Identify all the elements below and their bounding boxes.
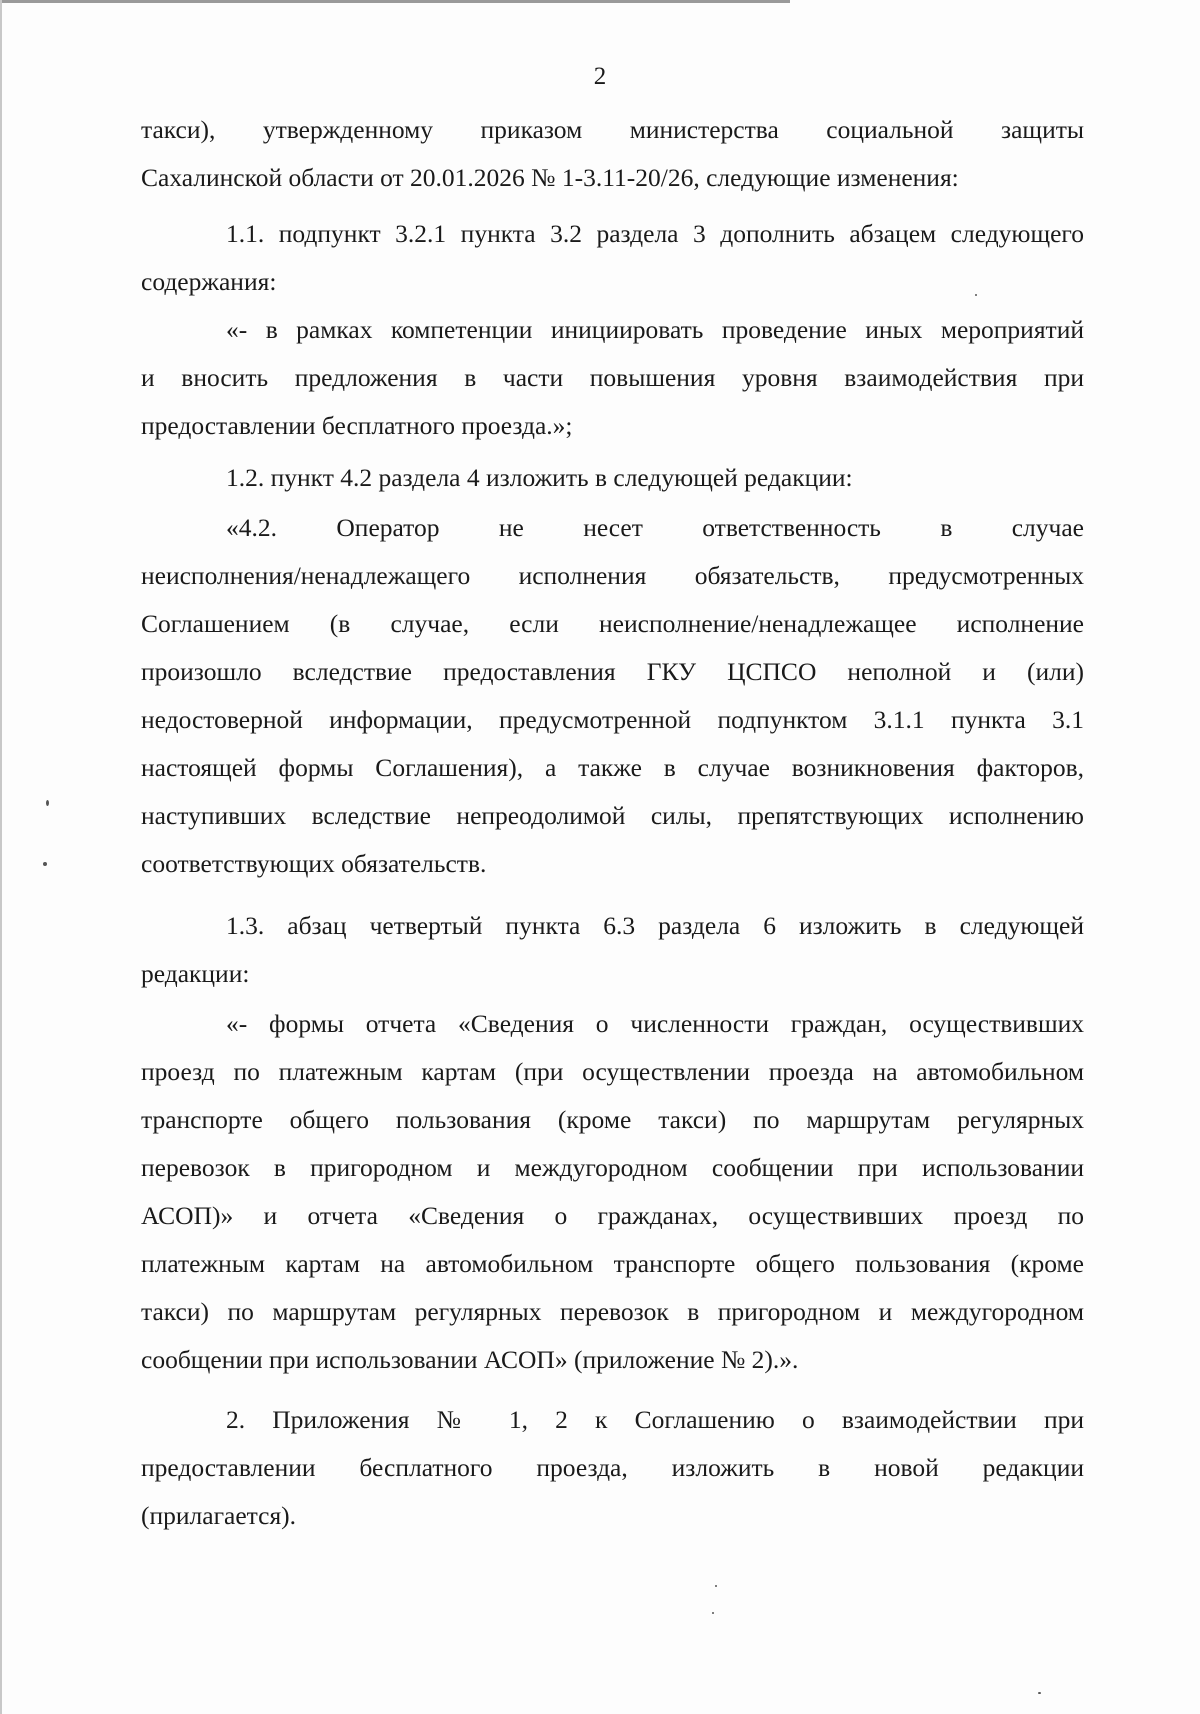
text-line: 1.3. абзац четвертый пункта 6.3 раздела 6 изложить в следующей [226,911,1084,940]
text-line: наступивших вследствие непреодолимой силы, препятствующих исполнению [141,801,1084,830]
text-line: неисполнения/ненадлежащего исполнения обязательств, предусмотренных [141,561,1084,590]
paragraph-quote-4-2 [141,504,1084,888]
text-line: (прилагается). [141,1501,297,1530]
paragraph-item-1-3 [141,902,1084,998]
text-line: произошло вследствие предоставления ГКУ ЦСПСО неполной и (или) [141,657,1084,686]
paragraph-item-2 [141,1396,1084,1540]
text-line: сообщении при использовании АСОП» (приложение № 2).». [141,1345,799,1374]
paragraph-item-1-2 [141,454,1084,502]
text-line: содержания: [141,267,277,296]
text-line: 1.1. подпункт 3.2.1 пункта 3.2 раздела 3 дополнить абзацем следующего [226,219,1084,248]
scan-speck [1038,1692,1041,1694]
scan-speck [975,294,977,296]
text-line: и вносить предложения в части повышения уровня взаимодействия при [141,363,1084,392]
text-line: Сахалинской области от 20.01.2026 № 1-3.11-20/26, следующие изменения: [141,163,959,192]
text-line: такси) по маршрутам регулярных перевозок в пригородном и междугородном [141,1297,1084,1326]
text-line: «- формы отчета «Сведения о численности граждан, осуществивших [226,1009,1084,1038]
scan-speck [715,1585,717,1587]
scan-top-edge [0,0,790,3]
text-line: соответствующих обязательств. [141,849,487,878]
text-line: перевозок в пригородном и междугородном сообщении при использовании [141,1153,1084,1182]
text-line: «4.2. Оператор не несет ответственность в случае [226,513,1084,542]
text-line: 2. Приложения № 1, 2 к Соглашению о взаимодействии при [226,1405,1084,1434]
text-line: предоставлении бесплатного проезда.»; [141,411,573,440]
scan-left-edge [0,0,2,1714]
text-line: проезд по платежным картам (при осуществлении проезда на автомобильном [141,1057,1084,1086]
text-line: редакции: [141,959,250,988]
text-line: транспорте общего пользования (кроме такси) по маршрутам регулярных [141,1105,1084,1134]
text-line: настоящей формы Соглашения), а также в случае возникновения факторов, [141,753,1084,782]
paragraph-item-1-1 [141,210,1084,306]
scan-speck [43,862,47,866]
text-line: платежным картам на автомобильном транспорте общего пользования (кроме [141,1249,1084,1278]
text-line: такси), утвержденному приказом министерства социальной защиты [141,115,1084,144]
paragraph-intro [141,106,1084,202]
page-number: 2 [593,63,607,90]
text-line: предоставлении бесплатного проезда, изложить в новой редакции [141,1453,1084,1482]
paragraph-quote-6-3 [141,1000,1084,1384]
text-line: 1.2. пункт 4.2 раздела 4 изложить в следующей редакции: [226,463,853,492]
paragraph-quote-1-1 [141,306,1084,450]
text-line: АСОП)» и отчета «Сведения о гражданах, осуществивших проезд по [141,1201,1084,1230]
scan-speck [46,800,49,806]
text-line: недостоверной информации, предусмотренной подпунктом 3.1.1 пункта 3.1 [141,705,1084,734]
scan-speck [712,1612,714,1614]
text-line: Соглашением (в случае, если неисполнение/ненадлежащее исполнение [141,609,1084,638]
text-line: «- в рамках компетенции инициировать проведение иных мероприятий [226,315,1084,344]
